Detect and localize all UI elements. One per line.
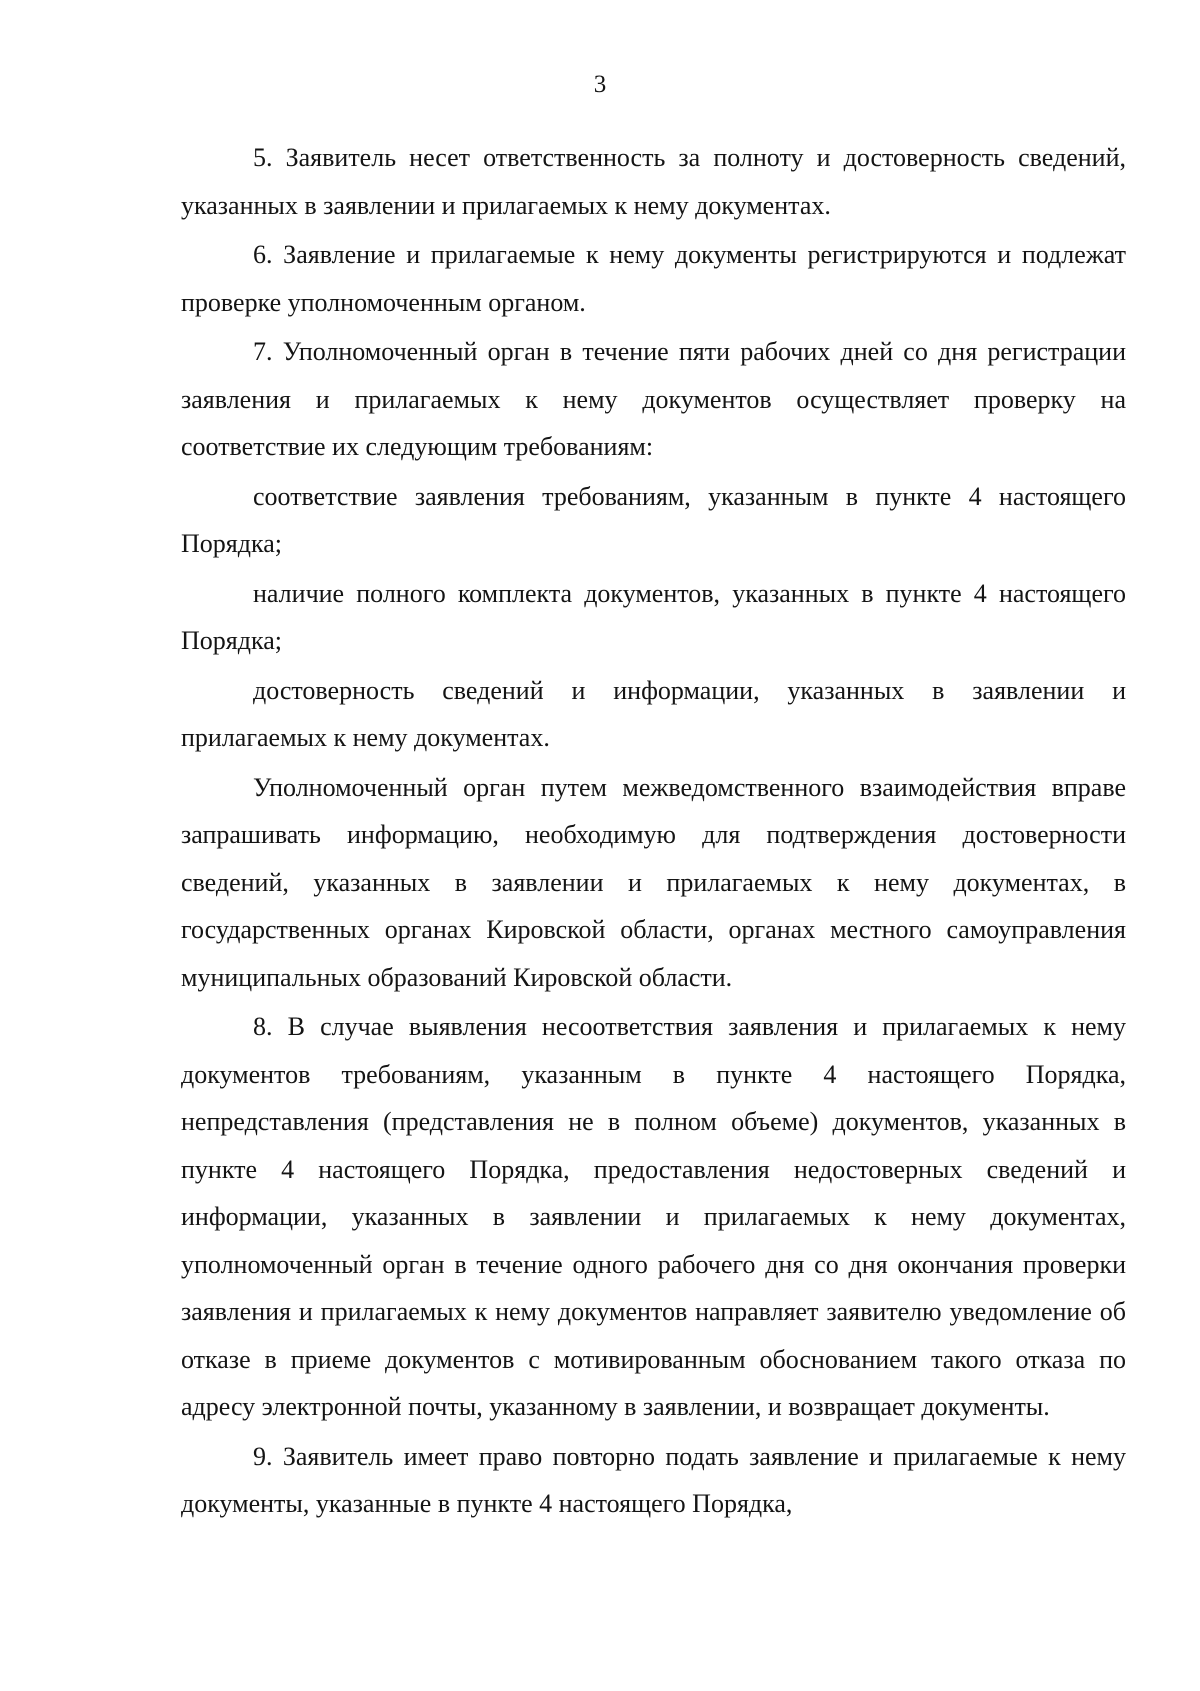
paragraph-interagency: Уполномоченный орган путем межведомственного взаимодействия вправе запрашивать информацию, необходимую для подтверждения достоверности сведений, указанных в заявлении и прилагаемых к нему документах, в государственных органах Кировской области, органах местного самоуправления муниципальных образований Кировской области. [181, 772, 1126, 992]
paragraph-5: 5. Заявитель несет ответственность за полноту и достоверность сведений, указанных в заявлении и прилагаемых к нему документах. [181, 143, 1126, 220]
paragraph-6: 6. Заявление и прилагаемые к нему документы регистрируются и подлежат проверке уполномоченным органом. [181, 240, 1126, 317]
requirement-item-compliance: соответствие заявления требованиям, указанным в пункте 4 настоящего Порядка; [181, 481, 1126, 558]
paragraph-8: 8. В случае выявления несоответствия заявления и прилагаемых к нему документов требованиям, указанным в пункте 4 настоящего Порядка, непредставления (представления не в полном объеме) документов, указанных в пункте 4 настоящего Порядка, предоставления недостоверных сведений и информации, указанных в заявлении и прилагаемых к нему документах, уполномоченный орган в течение одного рабочего дня со дня окончания проверки заявления и прилагаемых к нему документов направляет заявителю уведомление об отказе в приеме документов с мотивированным обоснованием такого отказа по адресу электронной почты, указанному в заявлении, и возвращает документы. [181, 1012, 1126, 1421]
paragraph-7: 7. Уполномоченный орган в течение пяти рабочих дней со дня регистрации заявления и прилагаемых к нему документов осуществляет проверку на соответствие их следующим требованиям: [181, 337, 1126, 461]
requirement-item-completeness: наличие полного комплекта документов, указанных в пункте 4 настоящего Порядка; [181, 578, 1126, 655]
paragraph-9: 9. Заявитель имеет право повторно подать заявление и прилагаемые к нему документы, указанные в пункте 4 настоящего Порядка, [181, 1441, 1126, 1518]
page-number: 3 [593, 71, 607, 98]
requirement-item-reliability: достоверность сведений и информации, указанных в заявлении и прилагаемых к нему документах. [181, 675, 1126, 752]
document-body [181, 134, 1126, 1528]
